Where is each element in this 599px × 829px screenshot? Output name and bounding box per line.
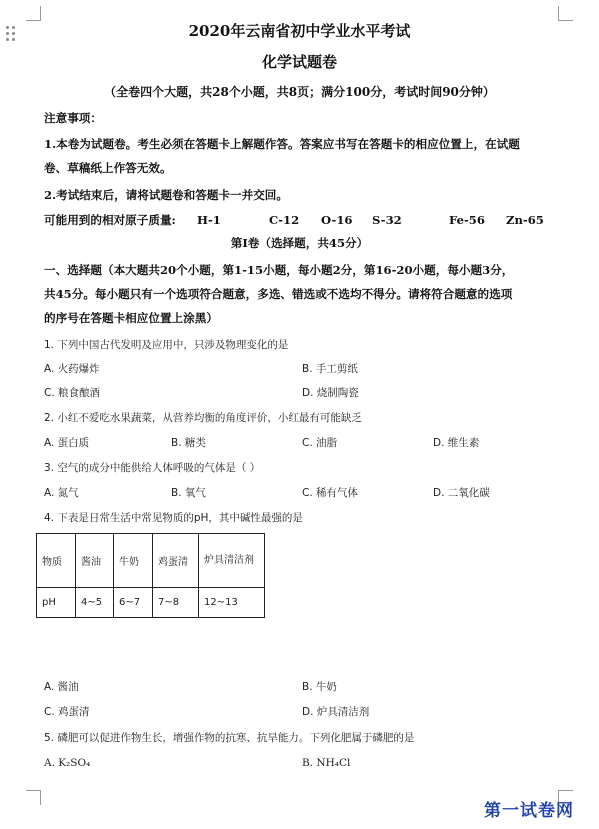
question-2-option-b: B. 糖类 (171, 437, 206, 449)
question-3-option-c: C. 稀有气体 (302, 487, 359, 499)
table-header-cell: 物质 (37, 534, 76, 588)
table-cell: 6~7 (114, 588, 153, 618)
question-1-option-a: A. 火药爆炸 (44, 363, 100, 375)
part-1-title: 第Ⅰ卷（选择题，共45分） (230, 236, 369, 250)
question-1-option-d: D. 烧制陶瓷 (302, 387, 359, 399)
question-1-stem: 1. 下列中国古代发明及应用中，只涉及物理变化的是 (44, 339, 289, 351)
question-3-stem: 3. 空气的成分中能供给人体呼吸的气体是（ ） (44, 462, 261, 474)
question-5-option-b: B. NH₄Cl (302, 757, 351, 769)
site-watermark-logo: 第一试卷网 (484, 801, 574, 821)
atomic-mass-item: Zn-65 (506, 213, 544, 227)
question-5-stem: 5. 磷肥可以促进作物生长，增强作物的抗寒、抗旱能力。下列化肥属于磷肥的是 (44, 732, 415, 744)
section-instructions-line-1: 一、选择题（本大题共20个小题，第1-15小题，每小题2分，第16-20小题，每小题3分， (44, 263, 514, 277)
ph-table (36, 533, 265, 618)
exam-subtitle: 化学试题卷 (261, 53, 337, 71)
table-header-cell: 炉具清洁剂 (199, 534, 265, 588)
notes-item-2: 2.考试结束后，请将试题卷和答题卡一并交回。 (44, 188, 288, 202)
table-row (37, 588, 265, 618)
question-4-option-b: B. 牛奶 (302, 681, 337, 693)
question-5-option-a: A. K₂SO₄ (44, 757, 91, 769)
notes-heading: 注意事项： (44, 111, 102, 125)
exam-info: （全卷四个大题，共28个小题，共8页；满分100分，考试时间90分钟） (104, 85, 495, 99)
atomic-mass-item: H-1 (197, 213, 221, 227)
notes-item-1-line-2: 卷、草稿纸上作答无效。 (44, 161, 172, 175)
crop-mark-top-left (26, 6, 41, 21)
question-3-option-b: B. 氧气 (171, 487, 206, 499)
question-1-option-c: C. 粮食酿酒 (44, 387, 101, 399)
crop-mark-top-right (558, 6, 573, 21)
notes-item-1-line-1: 1.本卷为试题卷。考生必须在答题卡上解题作答。答案应书写在答题卡的相应位置上，在试题 (44, 137, 520, 151)
table-cell: 4~5 (76, 588, 114, 618)
atomic-masses-label: 可能用到的相对原子质量: (44, 213, 176, 227)
table-header-cell: 鸡蛋清 (153, 534, 199, 588)
atomic-mass-item: O-16 (321, 213, 353, 227)
exam-title: 2020年云南省初中学业水平考试 (188, 22, 411, 40)
question-2-stem: 2. 小红不爱吃水果蔬菜，从营养均衡的角度评价，小红最有可能缺乏 (44, 412, 362, 424)
crop-mark-bottom-left (26, 790, 41, 805)
section-instructions-line-3: 的序号在答题卡相应位置上涂黑） (44, 311, 218, 325)
table-cell: 12~13 (199, 588, 265, 618)
table-header-cell: 酱油 (76, 534, 114, 588)
question-4-option-d: D. 炉具清洁剂 (302, 706, 370, 718)
atomic-masses-line (44, 213, 564, 229)
table-header-cell: 牛奶 (114, 534, 153, 588)
table-cell: pH (37, 588, 76, 618)
question-2-option-c: C. 油脂 (302, 437, 338, 449)
table-cell: 7~8 (153, 588, 199, 618)
section-instructions-line-2: 共45分。每小题只有一个选项符合题意，多选、错选或不选均不得分。请将符合题意的选项 (44, 287, 513, 301)
question-3-option-d: D. 二氧化碳 (433, 487, 490, 499)
question-3-option-a: A. 氮气 (44, 487, 79, 499)
atomic-mass-item: S-32 (372, 213, 402, 227)
table-header-row (37, 534, 265, 588)
question-2-option-d: D. 维生素 (433, 437, 480, 449)
question-1-option-b: B. 手工剪纸 (302, 363, 358, 375)
question-2-option-a: A. 蛋白质 (44, 437, 90, 449)
question-4-stem: 4. 下表是日常生活中常见物质的pH，其中碱性最强的是 (44, 512, 303, 524)
atomic-mass-item: Fe-56 (449, 213, 485, 227)
question-4-option-a: A. 酱油 (44, 681, 79, 693)
atomic-mass-item: C-12 (269, 213, 300, 227)
question-4-option-c: C. 鸡蛋清 (44, 706, 90, 718)
